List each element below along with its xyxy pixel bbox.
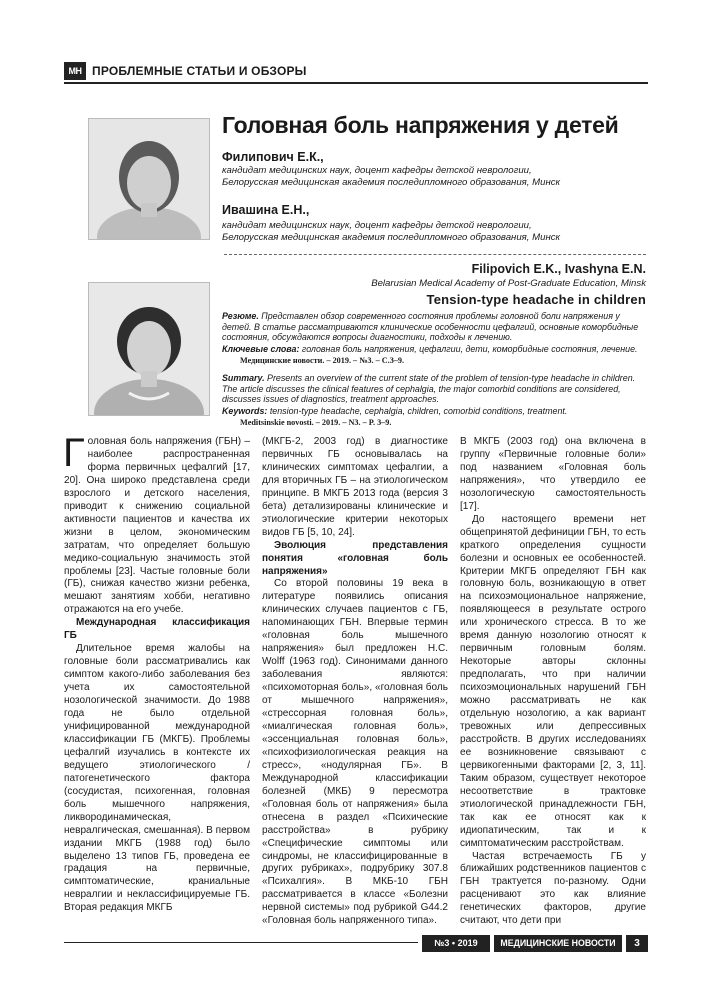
keywords-en: Keywords: tension-type headache, cephalgia, children, comorbid conditions, treatment. [222,406,568,416]
paragraph: В МКГБ (2003 год) она включена в группу «Первичные головные боли» под названием «Головная боль напряжения», что утвердило ее нозологическую самостоятельность [17]. [460,436,646,512]
section-title: ПРОБЛЕМНЫЕ СТАТЬИ И ОБЗОРЫ [92,64,307,78]
header-rule [64,82,648,84]
footer-rule [64,942,418,943]
author-photo-1 [88,118,210,240]
author-name-1: Филипович Е.К., [222,150,324,164]
separator-rule [224,254,646,255]
english-affiliation: Belarusian Medical Academy of Post-Graduate Education, Minsk [371,278,646,289]
paragraph: Со второй половины 19 века в литературе появились описания клинических случаев пациентов с ГБ, напоминающих ГБН. Впервые термин «головная боль мышечного напряжения» был предложен Н.С. Wolff (1963 год). Синонимами данного заболевания являются: «психомоторная боль», «головная боль от мышечного напряжения», «стрессорная головная боль», «миалгическая головная боль», «эссенциальная головная боль», «психофизиологическая реакция на стресс», «нодулярная ГБ». В Международной классификации болезней (МКБ) 9 пересмотра «Головная боль от напряжения» была отнесена в раздел «Психические расстройства» в рубрику «Специфические симптомы или синдромы, не классифицированные в других рубриках», подрубрику 307.8 «Психалгия». В МКБ-10 ГБН рассматривается в классе «Болезни нервной системы» под рубрикой G44.2 «Головная боль напряженного типа». [262,578,448,927]
footer-issue: №3 • 2019 [422,935,490,952]
page-number: 3 [626,935,648,952]
subheading: Эволюция представления понятия «головная боль напряжения» [262,539,448,577]
author-name-2: Ивашина Е.Н., [222,203,310,217]
paragraph: Частая встречаемость ГБ у ближайших родственников пациентов с ГБН трактуется по-разному. Одни расценивают это как влияние генетических факторов, другие считают, что дети при [460,850,646,927]
paragraph: Головная боль напряжения (ГБН) – наиболее распространенная форма первичных цефалгий [17, 20]. Она широко представлена среди взрослого и детского населения, приводит к снижению социальной активности пациентов и качества их жизни в целом, экономическим затратам, что определяет большую медико-социальную значимость этой проблемы [23]. Частые головные боли (ГБ), снижая качество жизни ребенка, мешают занятиям хобби, негативно отражаются на его учебе. [63,431,250,616]
english-authors: Filipovich E.K., Ivashyna E.N. [471,262,646,276]
footer-journal-name: МЕДИЦИНСКИЕ НОВОСТИ [494,935,622,952]
abstract-ru: Резюме. Представлен обзор современного состояния проблемы головной боли напряжения у детей. В статье рассматриваются клинические особенности цефалгий, основные коморбидные состояния, обсуждаются вопросы диагностики, подходы к лечению. [222,311,639,343]
english-title: Tension-type headache in children [426,292,646,307]
body-column-1 [63,431,250,915]
author-affiliation-2: кандидат медицинских наук, доцент кафедры детской неврологии, Белорусская медицинская академия последипломного образования, Минск [222,220,561,243]
article-title: Головная боль напряжения у детей [222,112,619,138]
keywords-ru: Ключевые слова: головная боль напряжения, цефалгии, дети, коморбидные состояния, лечение. [222,344,638,354]
citation-en: Meditsinskie novosti. – 2019. – N3. – P. 3–9. [240,418,392,427]
paragraph: (МКГБ-2, 2003 год) в диагностике первичных ГБ основывалась на клинических симптомах цефалгии, а для вторичных ГБ – на этиологическом принципе. В МКГБ 2013 года (версия 3 бета) детализированы клинические и этиологические критерии некоторых видов ГБ [5, 10, 24]. [262,436,448,538]
body-column-3 [460,436,646,928]
body-column-2 [262,436,448,928]
author-affiliation-1: кандидат медицинских наук, доцент кафедры детской неврологии, Белорусская медицинская академия последипломного образования, Минск [222,165,561,188]
abstract-en: Summary. Presents an overview of the current state of the problem of tension-type headache in children. The article discusses the clinical features of cephalgia, the major comorbid conditions are considered, discusses issues of diagnostics, treatment approaches. [222,373,636,405]
author-photo-2 [88,282,210,416]
citation-ru: Медицинские новости. – 2019. – №3. – С.3–9. [240,356,405,365]
subheading: Международная классификация ГБ [64,617,250,642]
section-header [64,62,648,80]
journal-logo: MH [64,62,86,80]
drop-cap: Г [63,431,85,475]
paragraph: До настоящего времени нет общепринятой дефиниции ГБН, то есть краткого определения сущности болезни и основных ее особенностей. Критерии МКГБ определяют ГБН как головную боль, возникающую в ответ на психоэмоциональное напряжение, появляющееся в результате острого или хронического стресса. В то же время данную нозологию относят к первичным головным болям. Некоторые авторы склонны предполагать, что при наличии психоэмоциональных нарушений ГБН можно рассматривать не как отдельную нозологию, а как вариант тревожных или депрессивных расстройств. В других исследованиях ее возникновение связывают с цервикогенными факторами [2, 3, 11]. Таким образом, существует некоторое несоответствие в трактовке этиологической принадлежности ГБН, так как ее относят как к идиопатическим, так и к симптоматическим расстройствам. [460,513,646,849]
paragraph: Длительное время жалобы на головные боли рассматривались как симптом какого-либо заболевания без учета их самостоятельной нозологической значимости. До 1988 года не было отдельной унифицированной международной классификации ГБ (МКГБ). Проблемы цефалгий изучались в контексте их ведущего этиологического / патогенетического фактора (сосудистая, психогенная, головная боль мышечного напряжения, ликвородинамическая, невралгическая, смешанная). В первом издании МКГБ (1988 год) было выделено 13 типов ГБ, проведена ее градация на первичные, симптоматические, краниальные невралгии и неклассифицируемые ГБ. Вторая редакция МКГБ [64,643,250,914]
